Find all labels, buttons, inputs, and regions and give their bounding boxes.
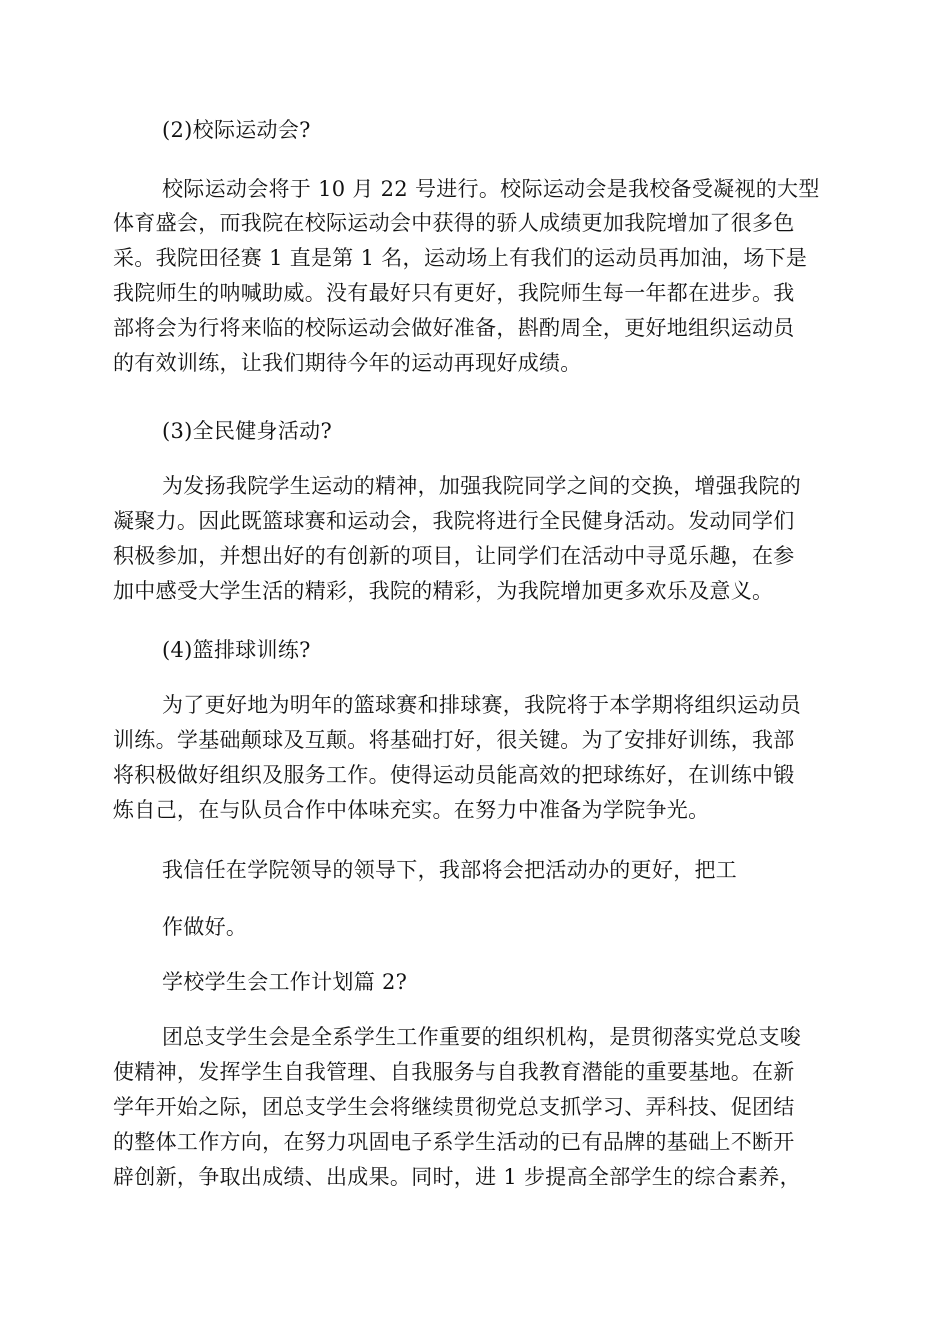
paragraph-line: 炼自己，在与队员合作中体味充实。在努力中准备为学院争光。: [113, 798, 710, 822]
paragraph-line: 我院师生的呐喊助威。没有最好只有更好，我院师生每一年都在进步。我: [113, 281, 795, 305]
paragraph-line: 凝聚力。因此既篮球赛和运动会，我院将进行全民健身活动。发动同学们: [113, 509, 795, 533]
section-heading-4: (4)篮排球训练?: [162, 638, 311, 662]
paragraph-line: 部将会为行将来临的校际运动会做好准备，斟酌周全，更好地组织运动员: [113, 316, 795, 340]
paragraph-line: 为了更好地为明年的篮球赛和排球赛，我院将于本学期将组织运动员: [162, 693, 801, 717]
paragraph-line: 为发扬我院学生运动的精神，加强我院同学之间的交换，增强我院的: [162, 474, 801, 498]
paragraph-line: 学年开始之际，团总支学生会将继续贯彻党总支抓学习、弄科技、促团结: [113, 1095, 795, 1119]
paragraph-line: 的整体工作方向，在努力巩固电子系学生活动的已有品牌的基础上不断开: [113, 1130, 795, 1154]
paragraph-line: 我信任在学院领导的领导下，我部将会把活动办的更好，把工: [162, 858, 738, 882]
paragraph-line: 积极参加，并想出好的有创新的项目，让同学们在活动中寻觅乐趣，在参: [113, 544, 795, 568]
paragraph-line: 校际运动会将于 10 月 22 号进行。校际运动会是我校备受凝视的大型: [162, 177, 820, 201]
paragraph-line: 体育盛会，而我院在校际运动会中获得的骄人成绩更加我院增加了很多色: [113, 211, 795, 235]
paragraph-line: 训练。学基础颠球及互颠。将基础打好，很关键。为了安排好训练，我部: [113, 728, 795, 752]
section-heading-3: (3)全民健身活动?: [162, 419, 333, 443]
paragraph-line: 使精神，发挥学生自我管理、自我服务与自我教育潜能的重要基地。在新: [113, 1060, 795, 1084]
paragraph-line: 辟创新，争取出成绩、出成果。同时，进 1 步提高全部学生的综合素养，: [113, 1165, 801, 1189]
paragraph-line: 作做好。: [162, 915, 248, 939]
paragraph-line: 加中感受大学生活的精彩，我院的精彩，为我院增加更多欢乐及意义。: [113, 579, 774, 603]
paragraph-line: 将积极做好组织及服务工作。使得运动员能高效的把球练好，在训练中锻: [113, 763, 795, 787]
paragraph-line: 的有效训练，让我们期待今年的运动再现好成绩。: [113, 351, 582, 375]
paragraph-line: 采。我院田径赛 1 直是第 1 名，运动场上有我们的运动员再加油，场下是: [113, 246, 808, 270]
document-heading: 学校学生会工作计划篇 2?: [162, 970, 408, 994]
section-heading-2: (2)校际运动会?: [162, 118, 311, 142]
paragraph-line: 团总支学生会是全系学生工作重要的组织机构，是贯彻落实党总支唆: [162, 1025, 801, 1049]
